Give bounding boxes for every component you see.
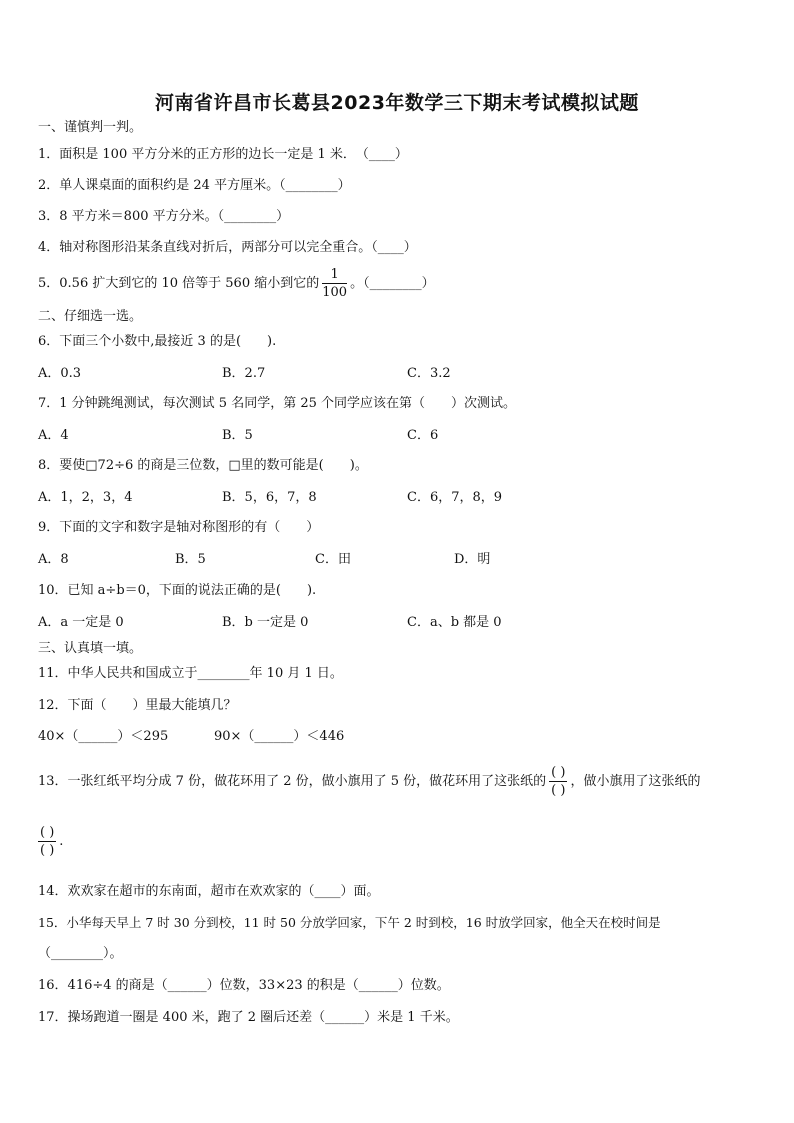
question-13-fraction-2 <box>38 826 56 857</box>
question-12-part-a: 40×（______）＜295 <box>38 729 169 744</box>
question-6: 6．下面三个小数中,最接近 3 的是( ). <box>38 334 277 349</box>
section-heading-choose: 二、仔细选一选。 <box>38 309 143 324</box>
option-a: A．0.3 <box>38 366 82 381</box>
question-13 <box>38 762 700 802</box>
question-15-continued: （________）。 <box>38 946 123 961</box>
fraction-denominator: ( ) <box>40 843 55 858</box>
option-a: A．1，2，3，4 <box>38 490 133 505</box>
question-12-part-b: 90×（______）＜446 <box>214 729 345 744</box>
fraction-numerator: ( ) <box>551 765 566 780</box>
question-1: 1．面积是 100 平方分米的正方形的边长一定是 1 米． （____） <box>38 147 408 162</box>
option-a: A．4 <box>38 428 69 443</box>
option-c: C．6 <box>407 428 439 443</box>
question-13-fraction-1 <box>549 766 567 797</box>
question-5 <box>38 266 435 302</box>
option-d: D．明 <box>454 552 491 567</box>
option-c: C．a、b 都是 0 <box>407 615 502 630</box>
page-title: 河南省许昌市长葛县2023年数学三下期末考试模拟试题 <box>155 92 639 114</box>
question-13-continued <box>38 822 63 862</box>
question-10: 10．已知 a÷b＝0，下面的说法正确的是( ). <box>38 583 317 598</box>
option-b: B．5，6，7，8 <box>222 490 317 505</box>
question-8: 8．要使□72÷6 的商是三位数，□里的数可能是( )。 <box>38 458 368 473</box>
section-heading-judge: 一、谨慎判一判。 <box>38 120 143 135</box>
question-13-end: . <box>59 834 64 849</box>
fraction-numerator: ( ) <box>40 825 55 840</box>
section-heading-fill: 三、认真填一填。 <box>38 641 143 656</box>
fraction-denominator: 100 <box>322 285 348 300</box>
option-c: C．田 <box>315 552 351 567</box>
option-c: C．3.2 <box>407 366 451 381</box>
question-13-text: 13．一张红纸平均分成 7 份，做花环用了 2 份，做小旗用了 5 份，做花环用了这张纸的 <box>38 774 547 789</box>
question-13-text-2: ，做小旗用了这张纸的 <box>570 774 701 789</box>
option-b: B．2.7 <box>222 366 266 381</box>
fraction-denominator: ( ) <box>551 783 566 798</box>
question-9: 9．下面的文字和数字是轴对称图形的有（ ） <box>38 520 320 535</box>
fraction-numerator: 1 <box>322 268 347 284</box>
question-4: 4．轴对称图形沿某条直线对折后，两部分可以完全重合。（____） <box>38 240 417 255</box>
option-b: B．5 <box>222 428 253 443</box>
option-c: C．6，7，8，9 <box>407 490 503 505</box>
question-2: 2．单人课桌面的面积约是 24 平方厘米。（________） <box>38 178 351 193</box>
question-5-fraction <box>322 268 347 299</box>
question-12: 12．下面（ ）里最大能填几？ <box>38 698 237 713</box>
option-b: B．5 <box>175 552 206 567</box>
question-3: 3．8 平方米＝800 平方分米。（________） <box>38 209 290 224</box>
question-7: 7．1 分钟跳绳测试，每次测试 5 名同学，第 25 个同学应该在第（ ）次测试。 <box>38 396 517 411</box>
question-11: 11．中华人民共和国成立于________年 10 月 1 日。 <box>38 666 343 681</box>
option-a: A．8 <box>38 552 69 567</box>
question-16: 16．416÷4 的商是（______）位数，33×23 的积是（______）位数。 <box>38 978 450 993</box>
option-b: B．b 一定是 0 <box>222 615 309 630</box>
question-5-text: 5．0.56 扩大到它的 10 倍等于 560 缩小到它的 <box>38 276 320 291</box>
question-14: 14．欢欢家在超市的东南面，超市在欢欢家的（____）面。 <box>38 884 380 899</box>
question-17: 17．操场跑道一圈是 400 米，跑了 2 圈后还差（______）米是 1 千米。 <box>38 1010 459 1025</box>
question-5-blank: 。（________） <box>350 276 435 291</box>
question-15: 15．小华每天早上 7 时 30 分到校，11 时 50 分放学回家，下午 2 时到校，16 时放学回家，他全天在校时间是 <box>38 915 661 930</box>
option-a: A．a 一定是 0 <box>38 615 124 630</box>
